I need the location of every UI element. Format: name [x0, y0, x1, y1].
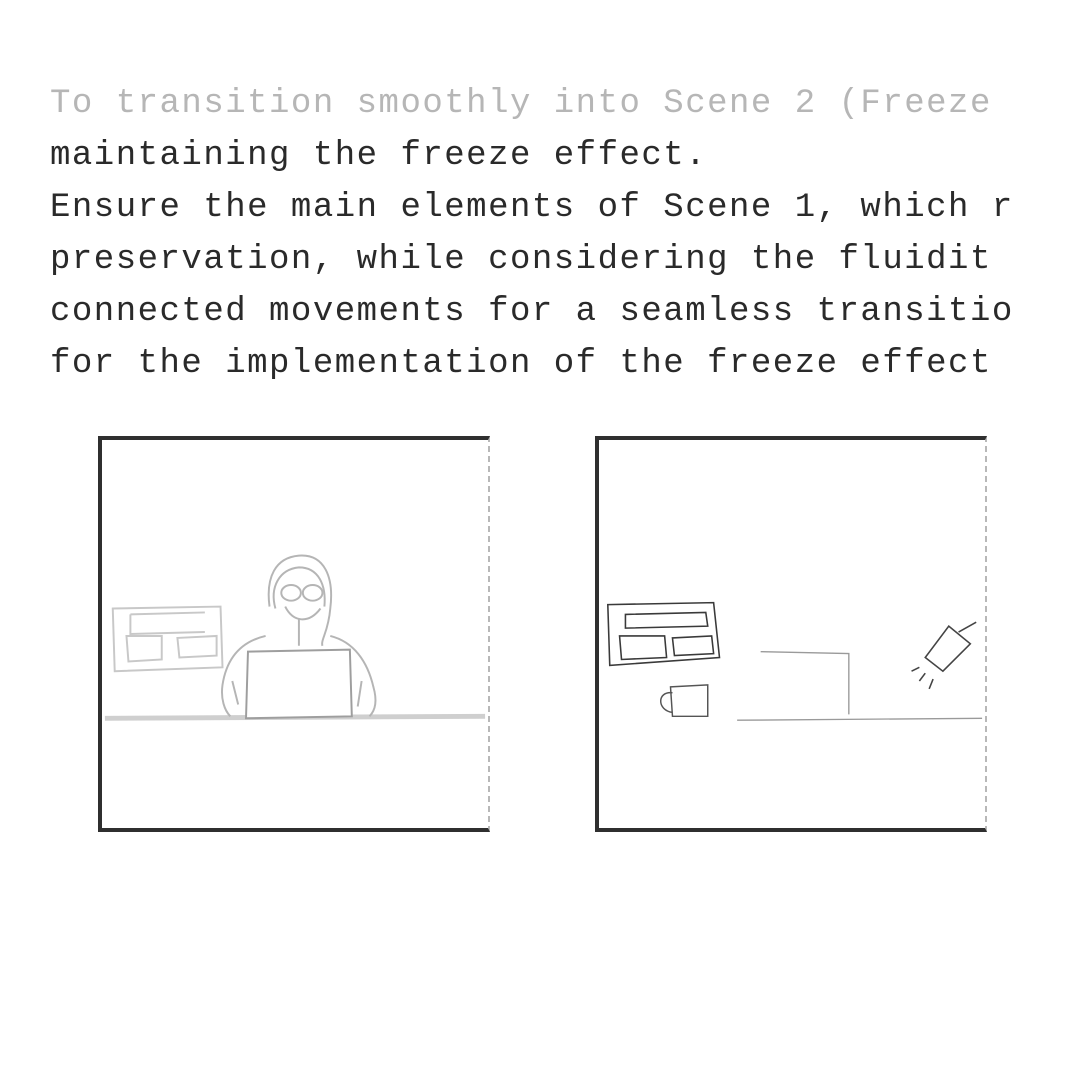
- text-line-1: To transition smoothly into Scene 2 (Freeze: [50, 85, 992, 123]
- text-line-6: for the implementation of the freeze effect: [50, 345, 992, 383]
- text-line-4: preservation, while considering the fluidit: [50, 241, 992, 279]
- storyboard-text: [50, 78, 1080, 390]
- monitor-outline-icon: [761, 652, 849, 715]
- wall-board-icon: [608, 603, 720, 666]
- scene-2-sketch: [599, 440, 985, 828]
- scene-1-sketch: [102, 440, 488, 828]
- laptop-icon: [246, 650, 352, 719]
- desk-edge-icon: [737, 718, 982, 720]
- desk-lamp-icon: [912, 622, 977, 689]
- scene-1-panel: [98, 436, 490, 832]
- text-line-2: maintaining the freeze effect.: [50, 137, 708, 175]
- scene-2-panel: [595, 436, 987, 832]
- mug-icon: [661, 685, 708, 716]
- text-line-5: connected movements for a seamless transitio: [50, 293, 1014, 331]
- wall-board-icon: [113, 607, 223, 672]
- text-line-3: Ensure the main elements of Scene 1, which r: [50, 189, 1014, 227]
